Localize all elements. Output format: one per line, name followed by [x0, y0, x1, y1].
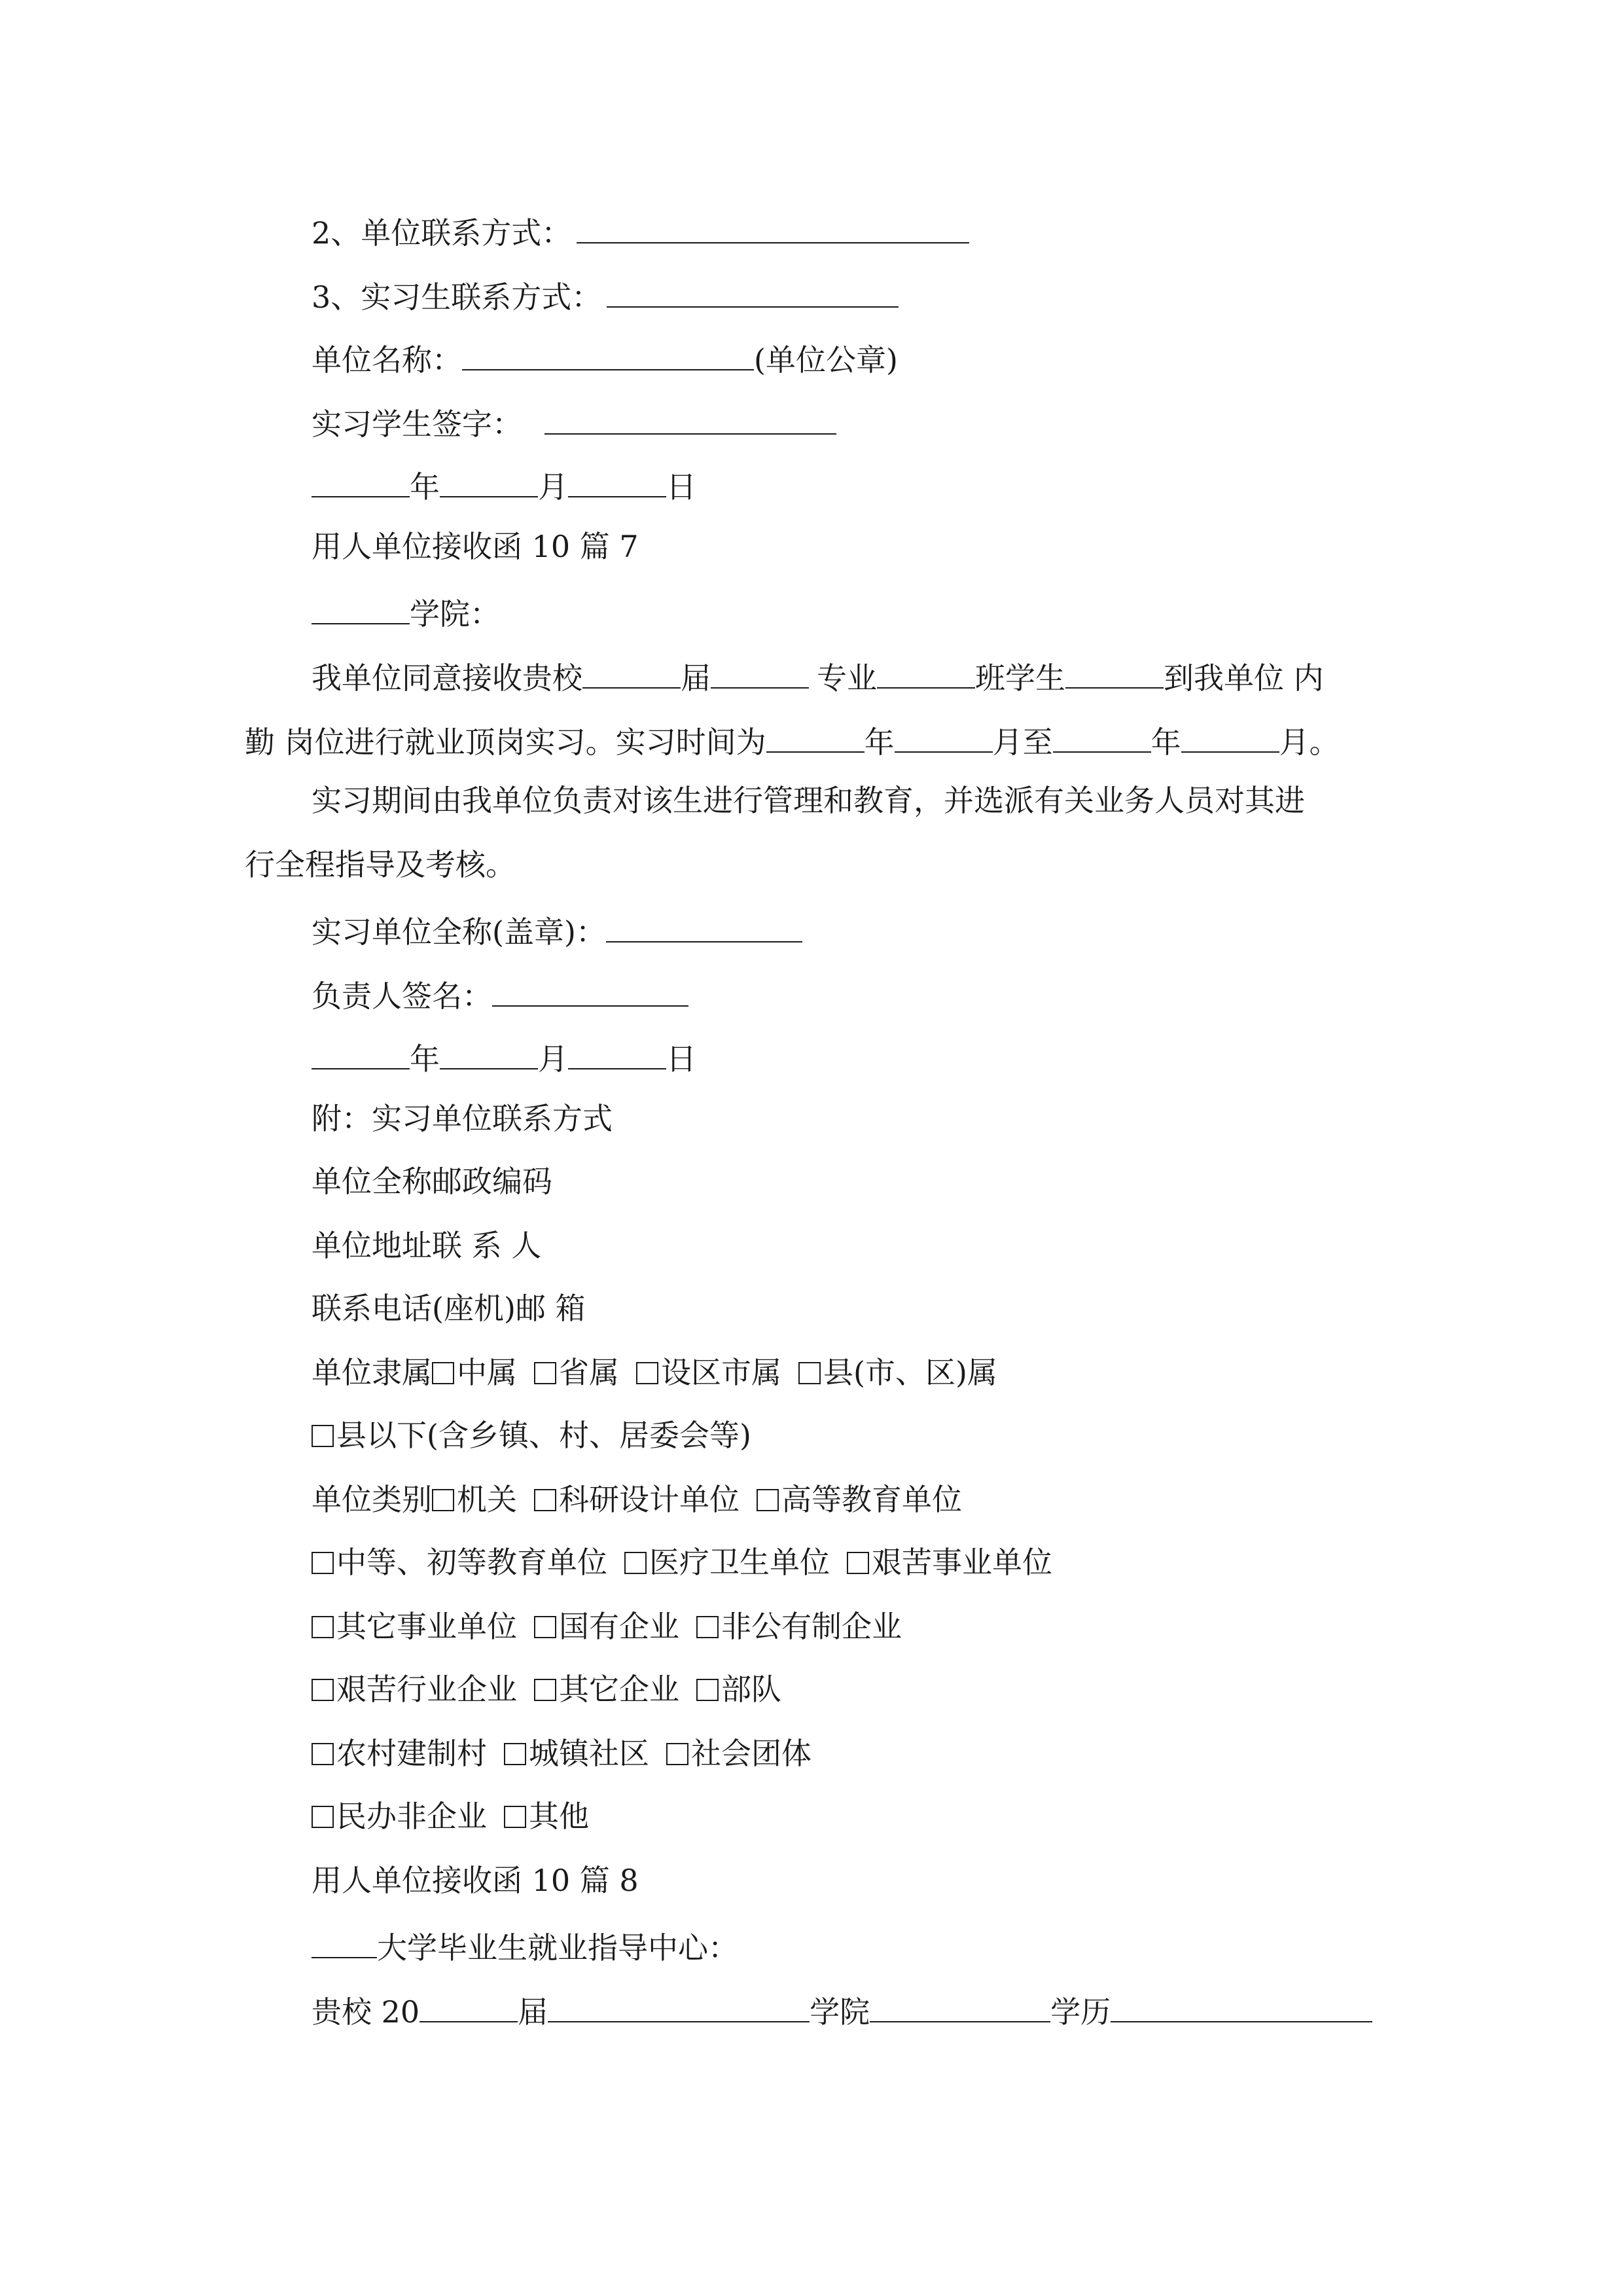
agreement-text-i: 年	[1150, 725, 1181, 760]
management-line-1: 实习期间由我单位负责对该生进行管理和教育，并选派有关业务人员对其进	[312, 783, 1305, 818]
intern-contact-label: 3、实习生联系方式：	[312, 279, 602, 315]
category-row-6	[312, 1799, 589, 1834]
affiliation-option: 县(市、区)属	[823, 1355, 997, 1390]
attachment-heading: 附：实习单位联系方式	[312, 1101, 613, 1136]
month-label: 月	[538, 1041, 568, 1077]
category-option: 艰苦行业企业	[336, 1672, 517, 1707]
month-blank[interactable]	[440, 1039, 538, 1069]
graduate-text-a: 贵校 20	[312, 1994, 420, 2030]
date-line-1	[312, 467, 696, 505]
intern-unit-fullname-label: 实习单位全称(盖章)：	[312, 914, 606, 950]
month-label: 月	[538, 469, 568, 505]
category-option: 其它事业单位	[336, 1609, 517, 1644]
category-option: 科研设计单位	[559, 1482, 740, 1517]
person-in-charge-line	[312, 977, 688, 1014]
graduate-session-blank[interactable]	[548, 1992, 810, 2022]
intern-contact-line	[312, 278, 899, 315]
category-option: 民办非企业	[336, 1799, 487, 1834]
year-label: 年	[410, 469, 440, 505]
graduate-college-blank[interactable]	[870, 1992, 1050, 2022]
day-blank[interactable]	[568, 467, 666, 497]
student-signature-line	[312, 404, 836, 442]
end-year-blank[interactable]	[1053, 723, 1151, 753]
category-option: 其他	[529, 1799, 589, 1834]
affiliation-row-2	[312, 1418, 751, 1453]
checkbox[interactable]	[432, 1362, 454, 1384]
agreement-text-d: 班学生	[975, 660, 1065, 696]
checkbox[interactable]	[757, 1489, 779, 1511]
checkbox[interactable]	[312, 1552, 334, 1574]
affiliation-option: 县以下(含乡镇、村、居委会等)	[336, 1418, 751, 1453]
intern-unit-fullname-line	[312, 912, 802, 950]
unit-name-label: 单位名称：	[312, 342, 462, 378]
unit-seal-note: (单位公章)	[754, 342, 898, 378]
category-option: 机关	[457, 1482, 517, 1517]
agreement-text-c: 专业	[817, 660, 877, 696]
checkbox[interactable]	[798, 1362, 821, 1384]
college-line	[312, 594, 500, 632]
category-option: 社会团体	[691, 1736, 812, 1771]
major-blank[interactable]	[711, 658, 809, 689]
guidance-center-label: 大学毕业生就业指导中心：	[377, 1930, 738, 1965]
checkbox[interactable]	[312, 1806, 334, 1828]
day-label: 日	[666, 469, 696, 505]
graduate-text-c: 学院	[810, 1994, 870, 2030]
start-month-blank[interactable]	[895, 723, 993, 753]
checkbox[interactable]	[696, 1679, 719, 1701]
unit-contact-label: 2、单位联系方式：	[312, 215, 572, 251]
start-year-blank[interactable]	[766, 723, 865, 753]
field-phone-email: 联系电话(座机)邮 箱	[312, 1291, 586, 1326]
agreement-text-g: 年	[864, 725, 895, 760]
student-signature-blank[interactable]	[544, 404, 836, 435]
category-option: 城镇社区	[529, 1736, 649, 1771]
checkbox[interactable]	[534, 1489, 556, 1511]
year-blank[interactable]	[312, 467, 410, 497]
session-blank[interactable]	[582, 658, 681, 689]
category-option: 非公有制企业	[721, 1609, 902, 1644]
agreement-line-2	[245, 723, 1340, 760]
checkbox[interactable]	[666, 1743, 688, 1765]
unit-name-blank[interactable]	[462, 340, 754, 370]
end-month-blank[interactable]	[1181, 723, 1279, 753]
category-option: 艰苦事业单位	[872, 1545, 1052, 1580]
checkbox[interactable]	[696, 1616, 719, 1638]
agreement-text-a: 我单位同意接收贵校	[312, 660, 582, 696]
year-label: 年	[410, 1041, 440, 1077]
field-unit-fullname-postcode: 单位全称邮政编码	[312, 1164, 552, 1199]
guidance-center-line	[312, 1928, 738, 1963]
management-line-2: 行全程指导及考核。	[245, 847, 516, 882]
college-blank[interactable]	[312, 594, 410, 624]
month-blank[interactable]	[440, 467, 538, 497]
year-blank[interactable]	[312, 1039, 410, 1069]
field-address-contact: 单位地址联 系 人	[312, 1228, 542, 1263]
agreement-text-e: 到我单位 内	[1164, 660, 1324, 696]
affiliation-option: 设区市属	[661, 1355, 781, 1390]
checkbox[interactable]	[534, 1362, 556, 1384]
agreement-text-h: 月至	[992, 725, 1053, 760]
checkbox[interactable]	[312, 1425, 334, 1447]
category-label: 单位类别	[312, 1482, 432, 1517]
category-option: 农村建制村	[336, 1736, 487, 1771]
university-blank[interactable]	[312, 1928, 377, 1958]
intern-contact-blank[interactable]	[607, 278, 899, 308]
checkbox[interactable]	[636, 1362, 658, 1384]
category-option: 部队	[721, 1672, 781, 1707]
day-label: 日	[666, 1041, 696, 1077]
day-blank[interactable]	[568, 1039, 666, 1069]
checkbox[interactable]	[624, 1552, 647, 1574]
class-blank[interactable]	[877, 658, 975, 689]
checkbox[interactable]	[312, 1679, 334, 1701]
affiliation-option: 省属	[559, 1355, 619, 1390]
graduate-year-blank[interactable]	[419, 1992, 518, 2022]
category-option: 国有企业	[559, 1609, 679, 1644]
checkbox[interactable]	[847, 1552, 869, 1574]
college-label: 学院：	[410, 596, 500, 632]
category-row-4	[312, 1672, 781, 1707]
agreement-text-b: 届	[681, 660, 711, 696]
section-heading-8: 用人单位接收函 10 篇 8	[312, 1863, 639, 1898]
category-row-3	[312, 1609, 902, 1644]
person-in-charge-label: 负责人签名：	[312, 978, 492, 1014]
person-in-charge-blank[interactable]	[492, 977, 688, 1007]
checkbox[interactable]	[504, 1743, 526, 1765]
affiliation-label: 单位隶属	[312, 1355, 432, 1390]
unit-name-line	[312, 340, 898, 378]
student-blank[interactable]	[1065, 658, 1164, 689]
date-line-2	[312, 1039, 696, 1077]
graduate-text-b: 届	[518, 1994, 548, 2030]
affiliation-option: 中属	[457, 1355, 517, 1390]
agreement-text-f: 勤 岗位进行就业顶岗实习。实习时间为	[245, 725, 766, 760]
category-option: 医疗卫生单位	[649, 1545, 830, 1580]
checkbox[interactable]	[432, 1489, 454, 1511]
graduate-degree-blank[interactable]	[1111, 1992, 1372, 2022]
category-option: 其它企业	[559, 1672, 679, 1707]
student-signature-label: 实习学生签字：	[312, 406, 522, 442]
category-row-2	[312, 1545, 1052, 1580]
category-row-1	[312, 1484, 962, 1515]
category-option: 中等、初等教育单位	[336, 1545, 607, 1580]
graduate-text-d: 学历	[1050, 1994, 1111, 2030]
graduate-line	[312, 1992, 1372, 2030]
affiliation-row	[312, 1357, 997, 1388]
intern-unit-fullname-blank[interactable]	[606, 912, 802, 942]
checkbox[interactable]	[534, 1616, 556, 1638]
agreement-line-1	[312, 658, 1324, 696]
checkbox[interactable]	[504, 1806, 526, 1828]
agreement-text-j: 月。	[1279, 725, 1340, 760]
unit-contact-line	[312, 213, 969, 251]
category-row-5	[312, 1736, 812, 1771]
unit-contact-blank[interactable]	[577, 213, 969, 243]
checkbox[interactable]	[534, 1679, 556, 1701]
category-option: 高等教育单位	[781, 1482, 962, 1517]
section-heading-7: 用人单位接收函 10 篇 7	[312, 529, 639, 564]
checkbox[interactable]	[312, 1743, 334, 1765]
checkbox[interactable]	[312, 1616, 334, 1638]
